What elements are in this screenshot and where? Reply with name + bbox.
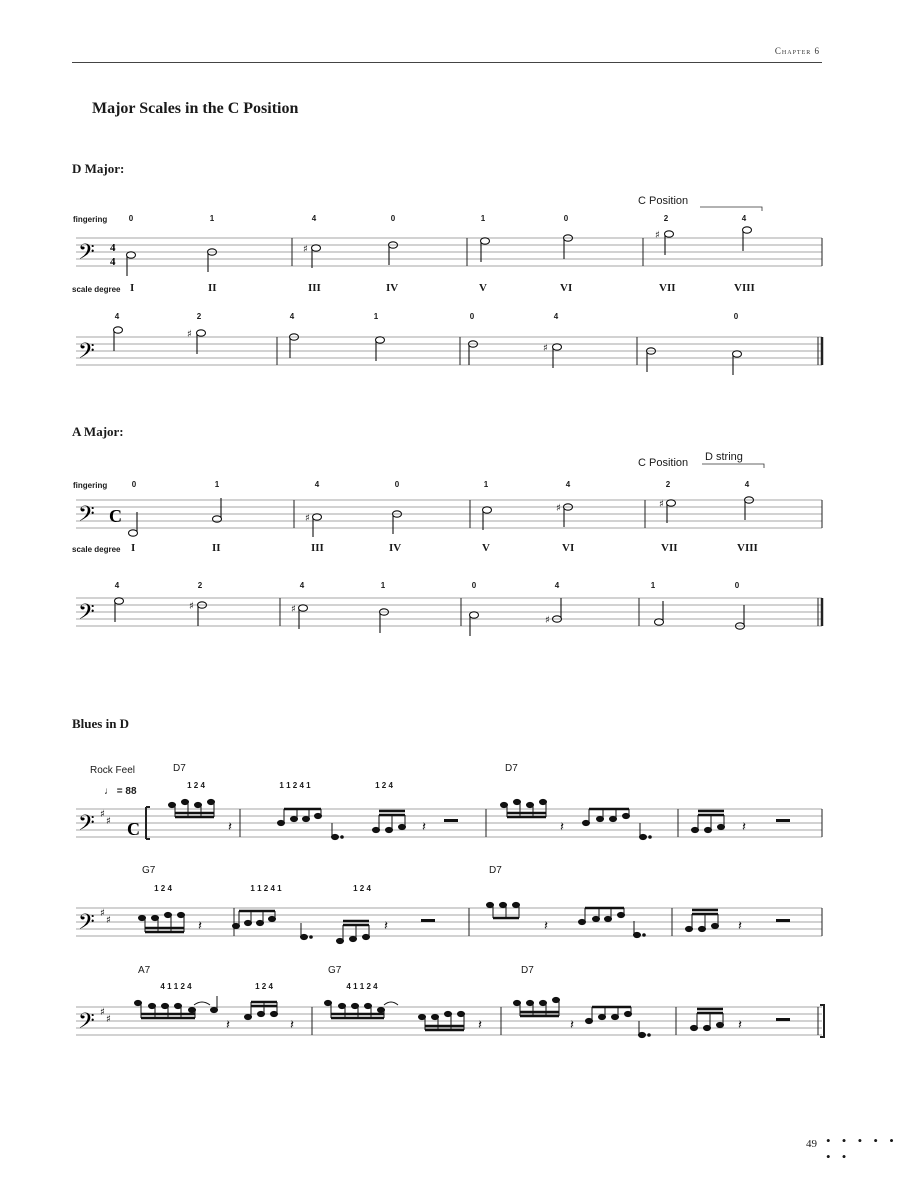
- sharp-icon: ♯: [545, 615, 550, 626]
- fingering-number: 0: [471, 581, 477, 590]
- fingering-group: 4 1 1 2 4: [160, 982, 192, 991]
- page-number: 49: [806, 1138, 817, 1150]
- chord-symbol: D7: [489, 865, 502, 876]
- bass-clef-icon: 𝄢: [78, 339, 95, 369]
- svg-text:𝄽: 𝄽: [226, 1017, 230, 1032]
- chord-symbol: D7: [173, 763, 186, 774]
- fingering-number: 0: [131, 480, 137, 489]
- tempo-value: 88: [125, 786, 137, 797]
- sharp-icon: ♯: [187, 329, 192, 340]
- fingering-group: 1 1 2 4 1: [250, 884, 282, 893]
- svg-text:4: 4: [110, 256, 116, 268]
- sharp-icon: ♯: [106, 915, 111, 926]
- fingering-number: 1: [209, 214, 215, 223]
- fingering-number: 2: [663, 214, 669, 223]
- a-major-staff-1: [76, 492, 824, 542]
- sharp-icon: ♯: [100, 1007, 105, 1018]
- svg-text:𝄽: 𝄽: [570, 1017, 574, 1032]
- scale-degree: II: [212, 542, 221, 554]
- fingering-number: 4: [314, 480, 320, 489]
- tempo-marking: ♩ = 88: [104, 786, 137, 797]
- scale-degree-label: scale degree: [72, 545, 121, 554]
- c-position-label: C Position: [638, 457, 689, 469]
- svg-text:𝄽: 𝄽: [544, 918, 548, 933]
- d-string-label: D string: [705, 451, 743, 463]
- bass-clef-icon: 𝄢: [78, 910, 95, 940]
- svg-text:𝄽: 𝄽: [422, 819, 426, 834]
- header-rule: [72, 62, 822, 63]
- sharp-icon: ♯: [100, 908, 105, 919]
- fingering-number: 4: [554, 581, 560, 590]
- style-marking: Rock Feel: [90, 765, 136, 776]
- fingering-number: 4: [553, 312, 559, 321]
- fingering-number: 0: [390, 214, 396, 223]
- d-major-staff-1: [76, 232, 824, 276]
- svg-text:𝄽: 𝄽: [228, 819, 232, 834]
- page-title: Major Scales in the C Position: [92, 100, 299, 117]
- scale-degree: II: [208, 282, 217, 294]
- svg-text:C: C: [127, 819, 140, 839]
- a-major-staff-2: [76, 592, 824, 640]
- svg-text:𝄽: 𝄽: [738, 918, 742, 933]
- scale-degree: I: [130, 282, 135, 294]
- sharp-icon: ♯: [655, 230, 660, 241]
- bass-clef-icon: 𝄢: [78, 502, 95, 532]
- blues-staff-3: [76, 993, 824, 1053]
- sharp-icon: ♯: [556, 503, 561, 514]
- fingering-number: 0: [128, 214, 134, 223]
- bass-clef-icon: 𝄢: [78, 1009, 95, 1039]
- sharp-icon: ♯: [106, 1014, 111, 1025]
- bass-clef-icon: 𝄢: [78, 600, 95, 630]
- scale-degree: VIII: [734, 282, 755, 294]
- fingering-group: 1 1 2 4 1: [279, 781, 311, 790]
- fingering-group: 1 2 4: [255, 982, 273, 991]
- scale-degree-label: scale degree: [72, 285, 121, 294]
- fingering-number: 4: [741, 214, 747, 223]
- fingering-number: 4: [114, 312, 120, 321]
- fingering-number: 0: [394, 480, 400, 489]
- fingering-number: 4: [114, 581, 120, 590]
- position-bracket: [698, 198, 768, 212]
- sharp-icon: ♯: [543, 343, 548, 354]
- fingering-number: 1: [483, 480, 489, 489]
- fingering-number: 2: [665, 480, 671, 489]
- svg-text:𝄽: 𝄽: [198, 918, 202, 933]
- chord-symbol: G7: [328, 965, 342, 976]
- chord-symbol: G7: [142, 865, 156, 876]
- svg-text:C: C: [109, 506, 122, 526]
- fingering-number: 4: [299, 581, 305, 590]
- chord-symbol: A7: [138, 965, 151, 976]
- fingering-number: 2: [197, 581, 203, 590]
- scale-degree: IV: [386, 282, 399, 294]
- sharp-icon: ♯: [305, 513, 310, 524]
- fingering-group: 1 2 4: [353, 884, 371, 893]
- scale-degree: I: [131, 542, 136, 554]
- scale-degree: V: [479, 282, 487, 294]
- section-heading-d-major: D Major:: [72, 161, 125, 176]
- svg-text:𝄽: 𝄽: [384, 918, 388, 933]
- fingering-number: 4: [289, 312, 295, 321]
- chord-symbol: D7: [521, 965, 534, 976]
- svg-text:4: 4: [110, 242, 116, 254]
- scale-degree: III: [308, 282, 321, 294]
- fingering-number: 0: [734, 581, 740, 590]
- fingering-number: 1: [380, 581, 386, 590]
- scale-degree: V: [482, 542, 490, 554]
- sharp-icon: ♯: [659, 499, 664, 510]
- scale-degree: VII: [661, 542, 678, 554]
- fingering-label: fingering: [73, 215, 108, 224]
- fingering-number: 0: [563, 214, 569, 223]
- scale-degree: VII: [659, 282, 676, 294]
- svg-text:𝄽: 𝄽: [290, 1017, 294, 1032]
- svg-text:𝄽: 𝄽: [478, 1017, 482, 1032]
- quarter-note-icon: ♩: [104, 786, 114, 797]
- page-dots: • • • • • • •: [826, 1133, 898, 1164]
- fingering-label: fingering: [73, 481, 108, 490]
- blues-staff-1: [76, 793, 824, 853]
- section-heading-blues: Blues in D: [72, 716, 130, 731]
- fingering-group: 1 2 4: [187, 781, 205, 790]
- sharp-icon: ♯: [291, 604, 296, 615]
- fingering-group: 1 2 4: [154, 884, 172, 893]
- bass-clef-icon: 𝄢: [78, 811, 95, 841]
- fingering-number: 4: [744, 480, 750, 489]
- fingering-number: 1: [373, 312, 379, 321]
- fingering-number: 0: [469, 312, 475, 321]
- fingering-number: 0: [733, 312, 739, 321]
- c-position-label: C Position: [638, 195, 689, 207]
- svg-text:𝄽: 𝄽: [738, 1017, 742, 1032]
- blues-staff-2: [76, 893, 824, 953]
- scale-degree: VI: [562, 542, 575, 554]
- fingering-number: 1: [650, 581, 656, 590]
- scale-degree: VIII: [737, 542, 758, 554]
- fingering-number: 4: [311, 214, 317, 223]
- fingering-number: 4: [565, 480, 571, 489]
- sharp-icon: ♯: [303, 244, 308, 255]
- chapter-label: Chapter 6: [774, 46, 820, 56]
- sharp-icon: ♯: [100, 809, 105, 820]
- scale-degree: IV: [389, 542, 402, 554]
- fingering-number: 1: [480, 214, 486, 223]
- fingering-number: 1: [214, 480, 220, 489]
- sharp-icon: ♯: [189, 601, 194, 612]
- scale-degree: VI: [560, 282, 573, 294]
- scale-degree: III: [311, 542, 324, 554]
- chord-symbol: D7: [505, 763, 518, 774]
- fingering-group: 1 2 4: [375, 781, 393, 790]
- string-bracket: [700, 455, 770, 469]
- fingering-group: 4 1 1 2 4: [346, 982, 378, 991]
- bass-clef-icon: 𝄢: [78, 240, 95, 270]
- fingering-number: 2: [196, 312, 202, 321]
- d-major-staff-2: [76, 327, 824, 375]
- section-heading-a-major: A Major:: [72, 424, 124, 439]
- svg-text:𝄽: 𝄽: [742, 819, 746, 834]
- svg-text:𝄽: 𝄽: [560, 819, 564, 834]
- sharp-icon: ♯: [106, 816, 111, 827]
